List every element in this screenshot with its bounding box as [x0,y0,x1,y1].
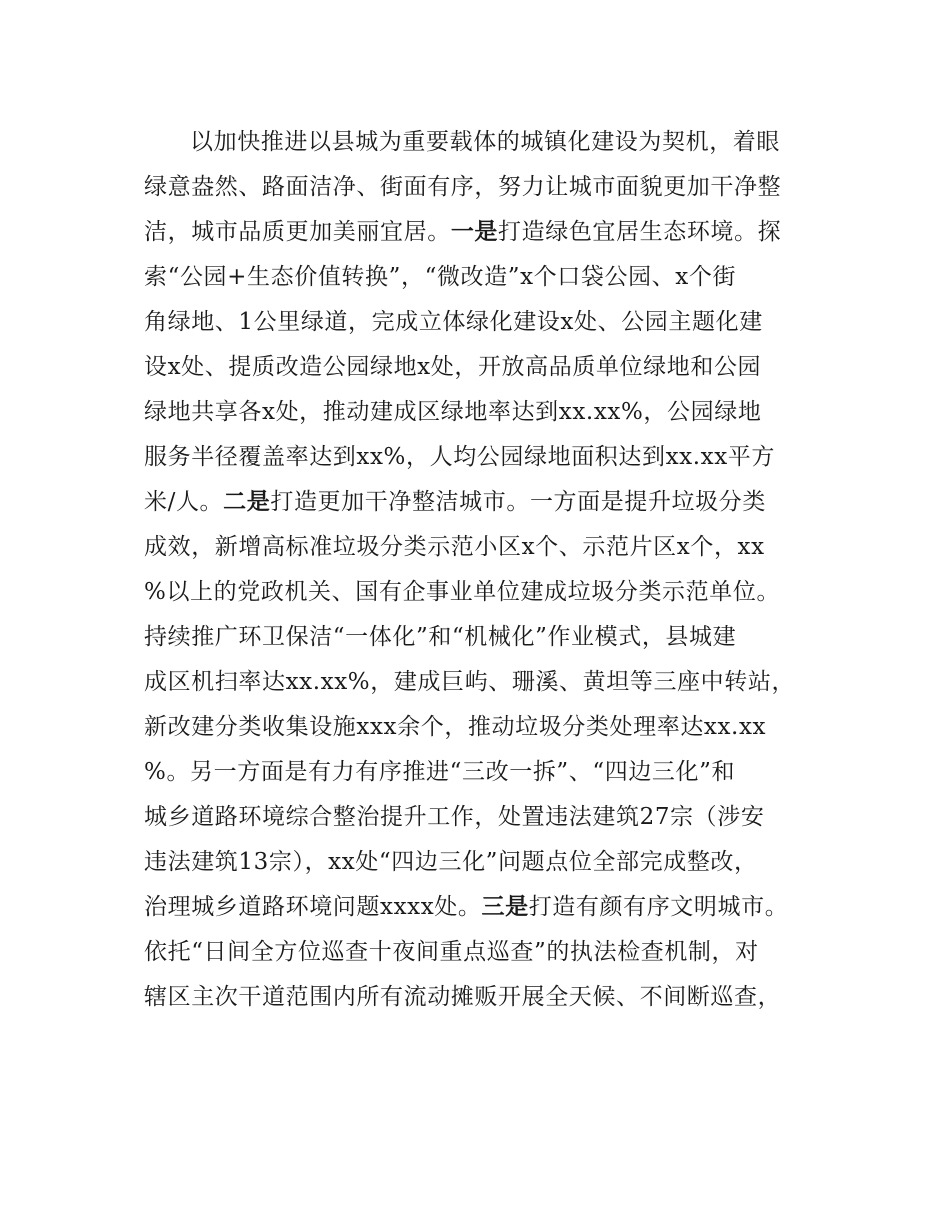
text-run: 绿意盎然、路面洁净、街面有序，努力让城市面貌更加干净整 [144,174,782,200]
text-run: 辖区主次干道范围内所有流动摊贩开展全天候、不间断巡查， [144,984,782,1010]
text-line [144,975,824,1020]
text-line [144,705,824,750]
text-run: 米/人。 [144,489,224,515]
text-line [144,390,824,435]
text-run: 依托“日间全方位巡查十夜间重点巡查”的执法检查机制，对 [144,939,759,965]
text-run: 角绿地、1公里绿道，完成立体绿化建设x处、公园主题化建 [144,309,763,335]
text-run: 洁，城市品质更加美丽宜居。 [144,219,451,245]
text-line [144,930,824,975]
text-run: 成区机扫率达xx.xx%，建成巨屿、珊溪、黄坦等三座中转站， [144,669,796,695]
text-run: 城乡道路环境综合整治提升工作，处置违法建筑27宗（涉安 [144,804,765,830]
text-run: 打造绿色宜居生态环境。探 [498,219,782,245]
text-line [144,750,824,795]
text-run: 持续推广环卫保洁“一体化”和“机械化”作业模式，县城建 [144,624,737,650]
text-run: 打造更加干净整洁城市。一方面是提升垃圾分类 [270,489,766,515]
text-run: 新改建分类收集设施xxx余个，推动垃圾分类处理率达xx.xx [144,714,767,740]
text-line [144,570,824,615]
text-run: 绿地共享各x处，推动建成区绿地率达到xx.xx%，公园绿地 [144,399,762,425]
text-run: 服务半径覆盖率达到xx%，人均公园绿地面积达到xx.xx平方 [144,444,775,470]
text-run: 治理城乡道路环境问题xxxx处。 [144,894,482,920]
text-run: 设x处、提质改造公园绿地x处，开放高品质单位绿地和公园 [144,354,762,380]
bold-lead-phrase: 二是 [223,489,271,515]
text-line [144,165,824,210]
text-line [144,885,824,930]
bold-lead-phrase: 一是 [450,219,499,245]
text-line [144,660,824,705]
text-run: 索“公园+生态价值转换”，“微改造”x个口袋公园、x个街 [144,264,737,290]
text-line [144,435,824,480]
text-line [144,525,824,570]
text-run: 成效，新增高标准垃圾分类示范小区x个、示范片区x个，xx [144,534,765,560]
text-run: 打造有颜有序文明城市。 [528,894,789,920]
body-paragraph [144,120,824,1020]
text-line [144,255,824,300]
text-line [144,840,824,885]
bold-lead-phrase: 三是 [481,894,529,920]
text-line [144,480,824,525]
text-line [144,210,824,255]
text-line [144,300,824,345]
text-run: %。另一方面是有力有序推进“三改一拆”、“四边三化”和 [144,759,736,785]
text-line [144,615,824,660]
text-run: %以上的党政机关、国有企事业单位建成垃圾分类示范单位。 [144,579,781,605]
text-line [144,795,824,840]
text-line [144,345,824,390]
text-run: 以加快推进以县城为重要载体的城镇化建设为契机，着眼 [190,129,780,155]
text-run: 违法建筑13宗），xx处“四边三化”问题点位全部完成整改， [144,849,758,875]
text-line [144,120,824,165]
